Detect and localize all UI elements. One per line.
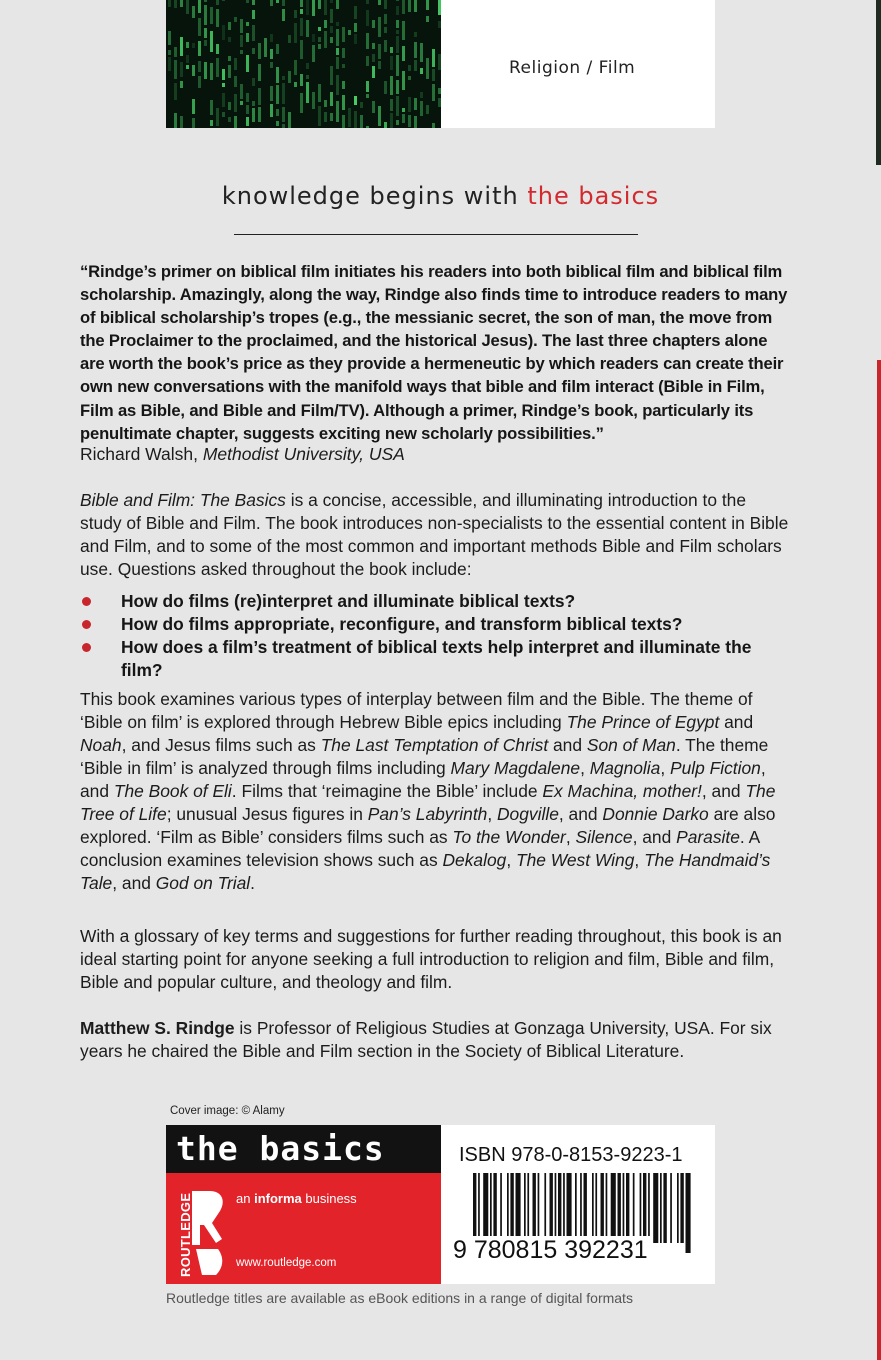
category-label: Religion / Film [509, 58, 636, 78]
category-box [441, 0, 715, 128]
show-title: God on Trial [155, 873, 251, 893]
film-title: Silence [575, 827, 633, 847]
series-tagline [0, 182, 881, 210]
show-title: The West Wing [515, 850, 635, 870]
informa-tagline: an informa business [236, 1191, 357, 1206]
bullet-dot-icon [82, 643, 91, 652]
tagline-accent: the basics [527, 182, 660, 210]
series-branding [166, 1125, 441, 1284]
film-title: Dogville [497, 804, 559, 824]
intro-paragraph [80, 489, 790, 581]
cover-matrix-image [166, 0, 441, 128]
series-title: the basics [176, 1129, 385, 1168]
ebook-note: Routledge titles are available as eBook editions in a range of digital formats [166, 1290, 633, 1306]
themes-paragraph: This book examines various types of interplay between film and the Bible. The theme of ‘Bible on film’ is explored through Hebrew Bible epics including The Prince of Egypt and Noah, and Jesus films such as The Last Temptation of Christ and Son of Man. The theme ‘Bible in film’ is analyzed through films including Mary Magdalene, Magnolia, Pulp Fiction, and The Book of Eli. Films that ‘reimagine the Bible’ include Ex Machina, mother!, and The Tree of Life; unusual Jesus figures in Pan’s Labyrinth, Dogville, and Donnie Darko are also explored. ‘Film as Bible’ considers films such as To the Wonder, Silence, and Parasite. A conclusion examines television shows such as Dekalog, The West Wing, The Handmaid’s Tale, and God on Trial. [80, 689, 776, 893]
cover-edge-red [877, 360, 881, 1360]
film-title: Parasite [676, 827, 740, 847]
publisher-name: ROUTLEDGE [178, 1192, 193, 1277]
publisher-website: www.routledge.com [236, 1257, 337, 1269]
endorsement-quote: “Rindge’s primer on biblical film initiates his readers into both biblical film and biblical film scholarship. Amazingly, along the way, Rindge also finds time to introduce readers to many of biblical scholarship’s tropes (e.g., the messianic secret, the son of man, the move from the Proclaimer to the proclaimed, and the historical Jesus). The last three chapters alone are worth the book’s price as they provide a hermeneutic by which readers can create their own new conversations with the manifold ways that bible and film interact (Bible in Film, Film as Bible, and Bible and Film/TV). Although a primer, Rindge’s book, particularly its penultimate chapter, suggests exciting new scholarly possibilities.” [80, 262, 788, 443]
routledge-panel [166, 1173, 441, 1284]
film-title: The Book of Eli [113, 781, 232, 801]
film-title: The Tree of Life [80, 781, 776, 824]
cover-edge-dark [876, 0, 881, 165]
list-item: How do films appropriate, reconfigure, and transform biblical texts? [80, 613, 790, 636]
endorsement-attribution [80, 444, 405, 465]
film-title: Noah [80, 735, 122, 755]
question-list [80, 590, 790, 682]
endorser-name: Richard Walsh, [80, 444, 203, 464]
book-title: Bible and Film: The Basics [80, 490, 286, 510]
glossary-paragraph: With a glossary of key terms and suggestions for further reading throughout, this book is an ideal starting point for anyone seeking a full introduction to religion and film, Bible and film, Bible and popular culture, and theology and film. [80, 926, 782, 992]
bullet-dot-icon [82, 620, 91, 629]
film-title: Son of Man [586, 735, 676, 755]
film-title: Ex Machina, mother! [542, 781, 702, 801]
author-bio-text: is Professor of Religious Studies at Gonzaga University, USA. For six years he chaired the Bible and Film section in the Society of Biblical Literature. [80, 1018, 772, 1061]
isbn-label: ISBN 978-0-8153-9223-1 [459, 1144, 683, 1166]
matrix-code-graphic [166, 0, 441, 128]
film-title: Pulp Fiction [669, 758, 761, 778]
film-title: To the Wonder [452, 827, 566, 847]
film-title: Pan’s Labyrinth [367, 804, 488, 824]
barcode-number: 9 780815 392231 [453, 1236, 648, 1264]
barcode-panel [441, 1125, 715, 1284]
show-title: Dekalog [442, 850, 507, 870]
series-title-bar [166, 1125, 441, 1173]
intro-text: is a concise, accessible, and illuminating introduction to the study of Bible and Film. The book introduces non-specialists to the essential content in Bible and Film, and to some of the most common and important methods Bible and Film scholars use. Questions asked throughout the book include: [80, 490, 789, 579]
tagline-divider [234, 234, 638, 235]
film-title: Donnie Darko [602, 804, 709, 824]
film-title: The Prince of Egypt [566, 712, 720, 732]
show-title: The Handmaid’s Tale [80, 850, 771, 893]
tagline-prefix: knowledge begins with [221, 182, 528, 210]
author-name: Matthew S. Rindge [80, 1018, 235, 1038]
author-bio [80, 1017, 790, 1063]
film-title: Mary Magdalene [450, 758, 581, 778]
bullet-dot-icon [82, 597, 91, 606]
film-title: Magnolia [589, 758, 661, 778]
cover-credit: Cover image: © Alamy [170, 1105, 285, 1117]
endorser-affiliation: Methodist University, USA [202, 444, 405, 464]
film-title: The Last Temptation of Christ [320, 735, 549, 755]
list-item: How do films (re)interpret and illuminate biblical texts? [80, 590, 790, 613]
list-item: How does a film’s treatment of biblical texts help interpret and illuminate the film? [80, 636, 790, 682]
routledge-logo-icon [188, 1185, 228, 1279]
